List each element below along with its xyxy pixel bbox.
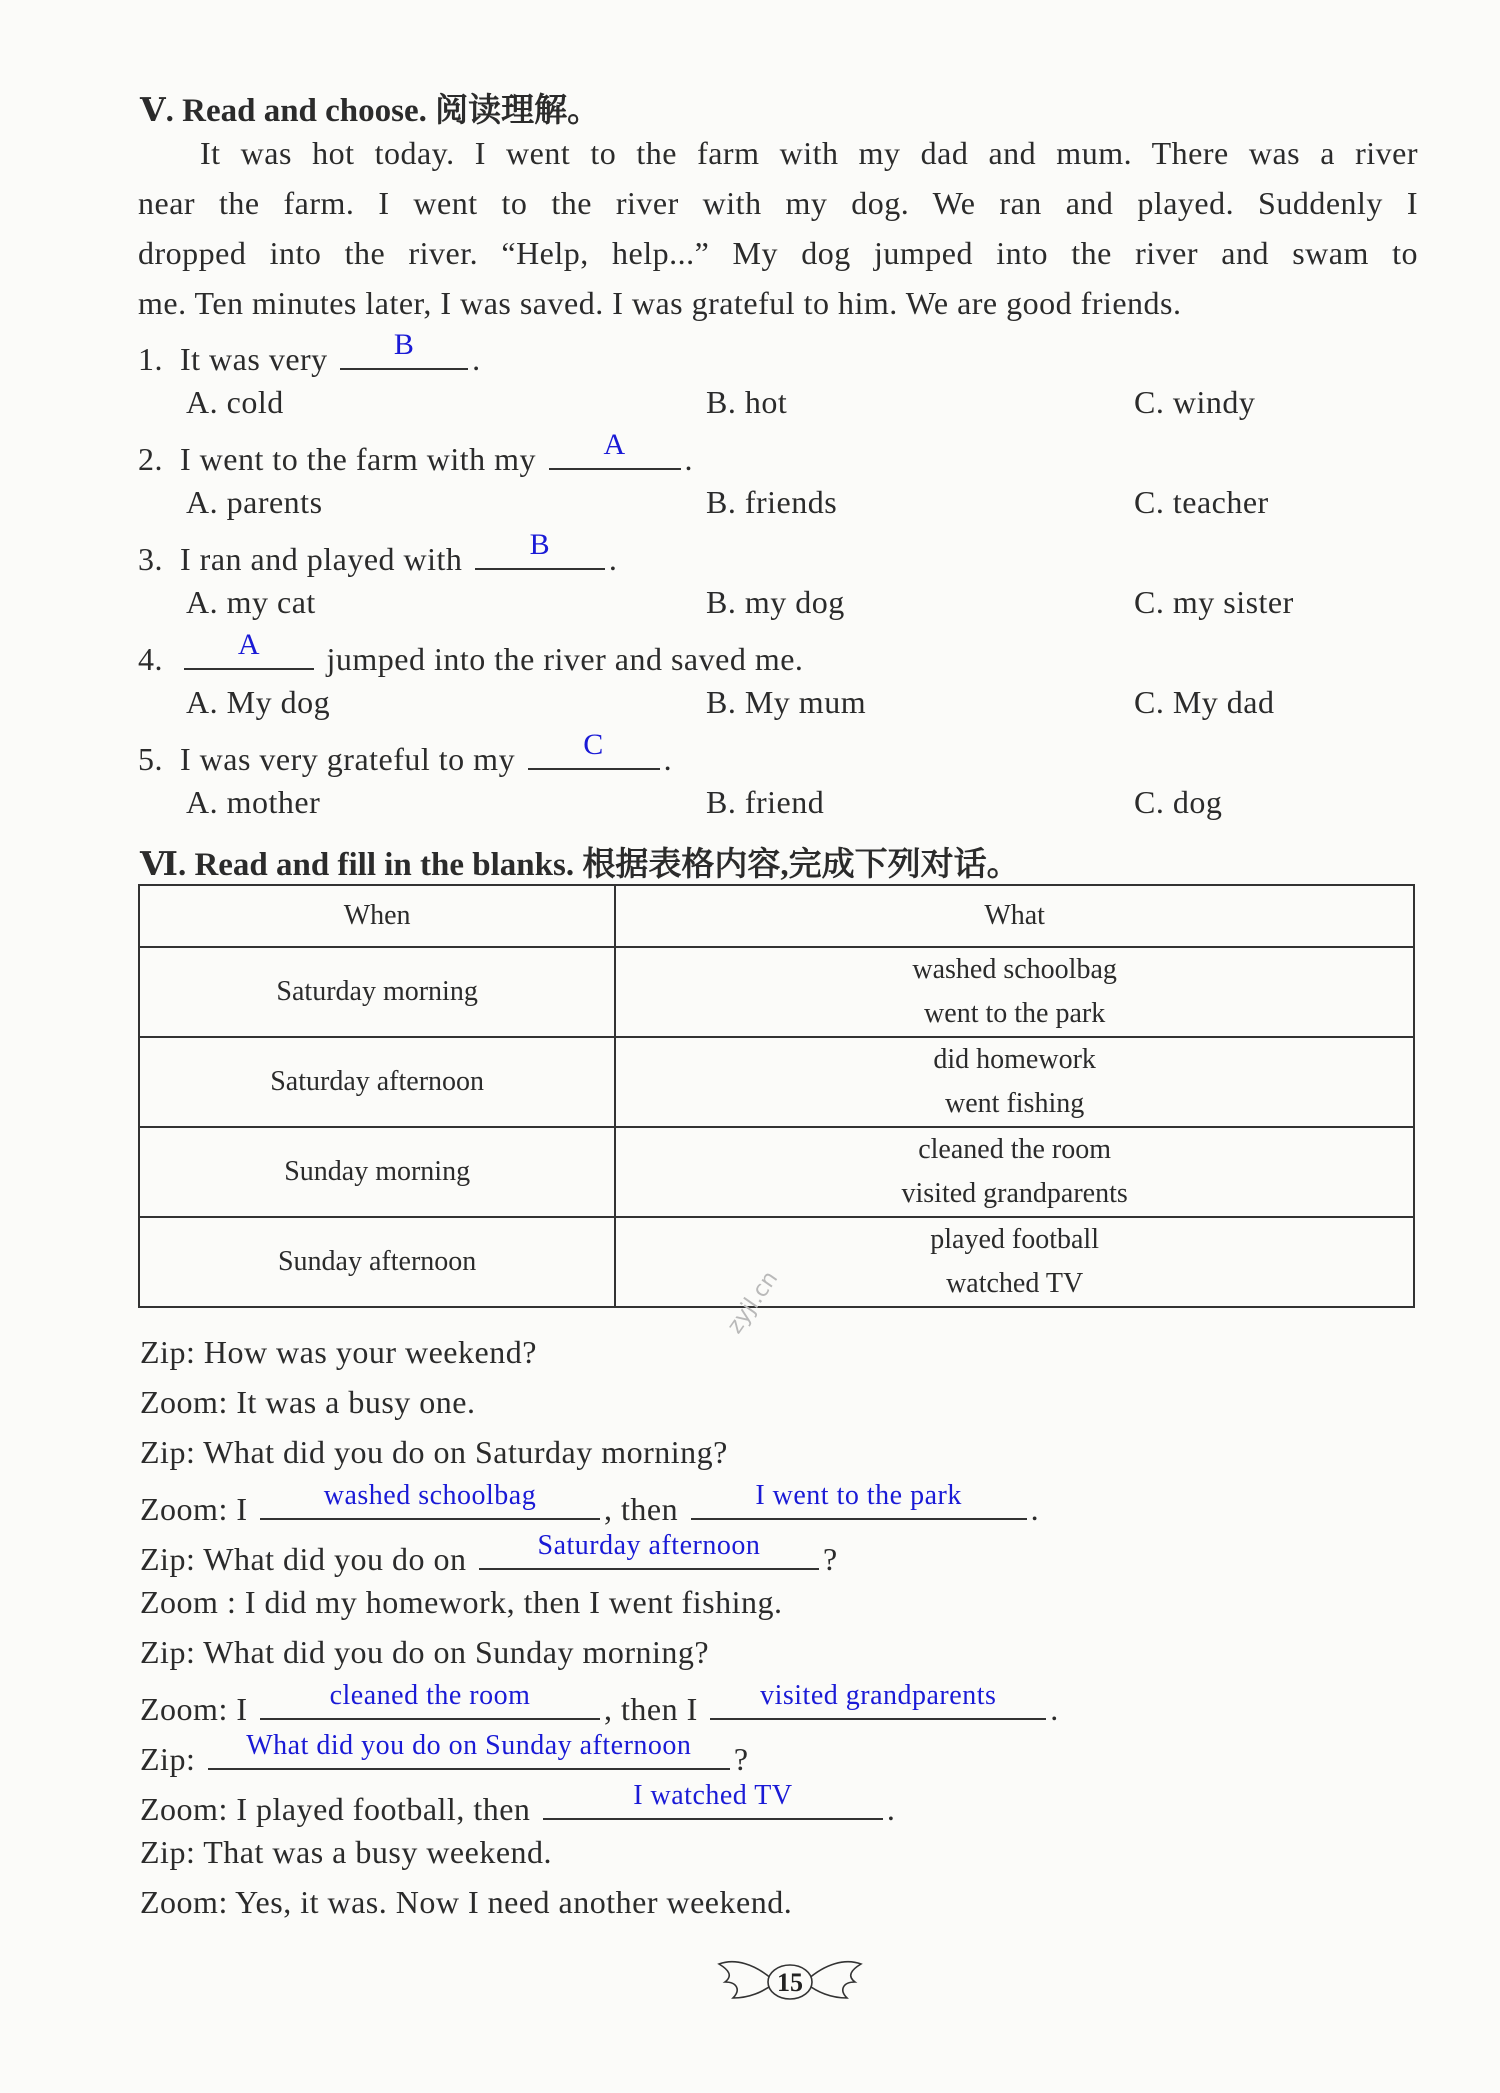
- q5-option-a: A. mother: [186, 784, 321, 820]
- table-cell-when: Saturday morning: [139, 947, 615, 1037]
- dialogue-line-6: Zoom : I did my homework, then I went fishing.: [140, 1584, 783, 1620]
- dialogue-blank-3[interactable]: Saturday afternoon: [479, 1534, 819, 1570]
- q4-option-b: B. My mum: [706, 684, 867, 720]
- passage-line-1: It was hot today. I went to the farm with my dad and mum. There was a river: [200, 135, 1418, 171]
- schedule-table: [138, 884, 1415, 1308]
- section-6-title: . Read and fill in the blanks. 根据表格内容,完成下列对话。: [177, 847, 1020, 883]
- q3-option-b: B. my dog: [706, 584, 845, 620]
- page-number: 15: [777, 1968, 803, 1997]
- table-row: [139, 1037, 1414, 1127]
- passage-line-3: dropped into the river. “Help, help...” My dog jumped into the river and swam to: [138, 235, 1418, 271]
- table-row: [139, 947, 1414, 1037]
- dialogue-line-3: Zip: What did you do on Saturday morning?: [140, 1434, 728, 1470]
- q1-option-a: A. cold: [186, 384, 284, 420]
- section-6-heading: [140, 838, 1020, 885]
- dialogue-blank-7[interactable]: I watched TV: [543, 1784, 883, 1820]
- watermark: zyjl.cn: [722, 1266, 784, 1339]
- dialogue-line-11: Zip: That was a busy weekend.: [140, 1834, 553, 1870]
- dialogue-blank-6[interactable]: What did you do on Sunday afternoon: [208, 1734, 730, 1770]
- wings-ornament-icon: [715, 1950, 865, 2010]
- dialogue-line-7: Zip: What did you do on Sunday morning?: [140, 1634, 710, 1670]
- section-5-title: . Read and choose. 阅读理解。: [165, 93, 601, 129]
- answer-blank-3[interactable]: B: [475, 534, 605, 570]
- q3-option-c: C. my sister: [1134, 584, 1294, 620]
- table-cell-when: Sunday afternoon: [139, 1217, 615, 1307]
- q1-option-c: C. windy: [1134, 384, 1256, 420]
- question-2: 2. I went to the farm with my A .: [138, 428, 694, 477]
- dialogue-line-10: Zoom: I played football, then I watched TV .: [140, 1780, 896, 1827]
- dialogue-line-9: Zip: What did you do on Sunday afternoon ?: [140, 1730, 749, 1777]
- table-cell-what: played football watched TV: [615, 1217, 1414, 1307]
- dialogue-line-8: Zoom: I cleaned the room , then I visited grandparents .: [140, 1680, 1059, 1727]
- passage-line-4: me. Ten minutes later, I was saved. I was grateful to him. We are good friends.: [138, 285, 1182, 321]
- dialogue-line-12: Zoom: Yes, it was. Now I need another weekend.: [140, 1884, 793, 1920]
- table-cell-what: washed schoolbag went to the park: [615, 947, 1414, 1037]
- table-header-row: [139, 885, 1414, 947]
- table-header-when: When: [139, 885, 615, 947]
- q2-option-b: B. friends: [706, 484, 838, 520]
- q5-option-b: B. friend: [706, 784, 825, 820]
- answer-blank-4[interactable]: A: [184, 634, 314, 670]
- dialogue-blank-2[interactable]: I went to the park: [691, 1484, 1027, 1520]
- q2-option-a: A. parents: [186, 484, 323, 520]
- table-cell-when: Sunday morning: [139, 1127, 615, 1217]
- dialogue-blank-5[interactable]: visited grandparents: [710, 1684, 1046, 1720]
- q4-option-a: A. My dog: [186, 684, 331, 720]
- dialogue-line-4: Zoom: I washed schoolbag , then I went to the park .: [140, 1480, 1040, 1527]
- question-4: 4. A jumped into the river and saved me.: [138, 628, 804, 677]
- q2-option-c: C. teacher: [1134, 484, 1269, 520]
- section-6-numeral: Ⅵ: [140, 844, 178, 883]
- dialogue-blank-1[interactable]: washed schoolbag: [260, 1484, 600, 1520]
- page-number-badge: [715, 1950, 865, 2010]
- answer-blank-5[interactable]: C: [528, 734, 660, 770]
- dialogue-line-5: Zip: What did you do on Saturday afternoon ?: [140, 1530, 838, 1577]
- dialogue-blank-4[interactable]: cleaned the room: [260, 1684, 600, 1720]
- table-cell-what: cleaned the room visited grandparents: [615, 1127, 1414, 1217]
- question-5: 5. I was very grateful to my C .: [138, 728, 673, 777]
- q4-option-c: C. My dad: [1134, 684, 1275, 720]
- passage-line-2: near the farm. I went to the river with my dog. We ran and played. Suddenly I: [138, 185, 1418, 221]
- section-5-heading: [140, 84, 600, 131]
- table-header-what: What: [615, 885, 1414, 947]
- answer-blank-1[interactable]: B: [340, 334, 468, 370]
- answer-blank-2[interactable]: A: [549, 434, 681, 470]
- section-5-numeral: Ⅴ: [140, 90, 166, 129]
- q5-option-c: C. dog: [1134, 784, 1223, 820]
- q1-option-b: B. hot: [706, 384, 788, 420]
- table-cell-what: did homework went fishing: [615, 1037, 1414, 1127]
- question-1: 1. It was very B .: [138, 328, 481, 377]
- table-row: [139, 1217, 1414, 1307]
- table-cell-when: Saturday afternoon: [139, 1037, 615, 1127]
- dialogue-line-2: Zoom: It was a busy one.: [140, 1384, 476, 1420]
- dialogue-line-1: Zip: How was your weekend?: [140, 1334, 537, 1370]
- table-row: [139, 1127, 1414, 1217]
- question-3: 3. I ran and played with B .: [138, 528, 618, 577]
- q3-option-a: A. my cat: [186, 584, 316, 620]
